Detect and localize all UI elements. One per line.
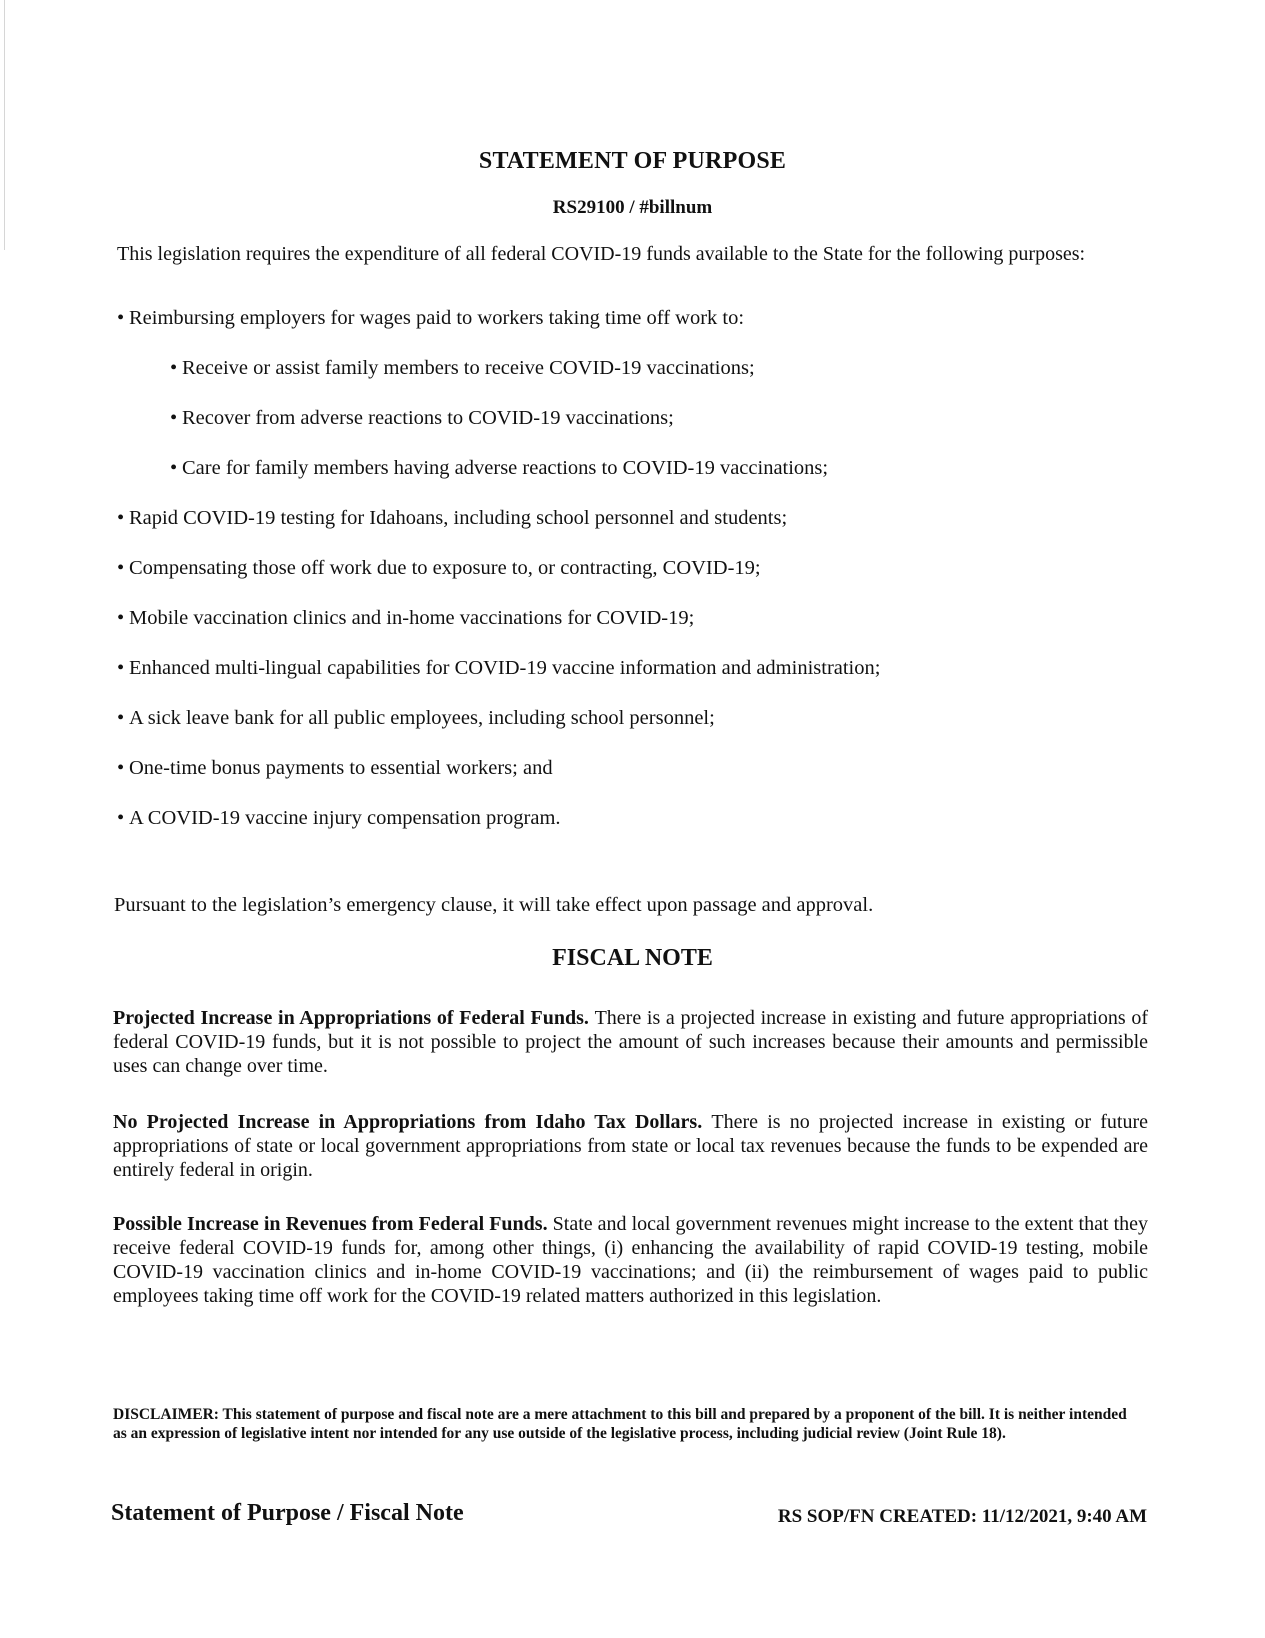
purpose-subitem: • Recover from adverse reactions to COVID-19 vaccinations;	[170, 407, 674, 429]
purpose-subitem: • Receive or assist family members to receive COVID-19 vaccinations;	[170, 357, 755, 379]
purpose-item: • One-time bonus payments to essential workers; and	[117, 757, 553, 779]
fiscal-paragraph-federal-funds: Projected Increase in Appropriations of Federal Funds. There is a projected increase in existing and future appropriations of federal COVID-19 funds, but it is not possible to project the amount of such increases because their amounts and permissible uses can change over time.	[113, 1007, 1149, 1077]
bullet-icon: •	[117, 707, 125, 729]
bullet-icon: •	[117, 657, 125, 679]
purpose-item: • Rapid COVID-19 testing for Idahoans, including school personnel and students;	[117, 507, 788, 529]
bullet-icon: •	[170, 357, 178, 379]
footer-created-stamp: RS SOP/FN CREATED: 11/12/2021, 9:40 AM	[777, 1506, 1147, 1527]
purpose-item: • A sick leave bank for all public employees, including school personnel;	[117, 707, 715, 729]
bullet-icon: •	[117, 307, 125, 329]
fiscal-note-title: FISCAL NOTE	[552, 945, 713, 971]
intro-paragraph: This legislation requires the expenditure of all federal COVID-19 funds available to the State for the following purposes:	[117, 243, 1086, 265]
bullet-icon: •	[117, 607, 125, 629]
bullet-icon: •	[170, 457, 178, 479]
fiscal-paragraph-heading: No Projected Increase in Appropriations from Idaho Tax Dollars	[113, 1111, 698, 1133]
purpose-item: • Mobile vaccination clinics and in-home vaccinations for COVID-19;	[117, 607, 695, 629]
purpose-subitem: • Care for family members having adverse reactions to COVID-19 vaccinations;	[170, 457, 829, 479]
fiscal-paragraph-body: State and local government revenues might increase to the extent that they receive federal COVID-19 funds for, among other things, (i) enhancing the availability of rapid COVID-19 testing, mobile COVID-19 vaccination clinics and in-home COVID-19 vaccinations; and (ii) the reimbursement of wages paid to public employees taking time off work for the COVID-19 related matters authorized in this legislation.	[113, 1213, 1149, 1307]
purpose-item: • Compensating those off work due to exposure to, or contracting, COVID-19;	[117, 557, 761, 579]
purpose-item: • Reimbursing employers for wages paid to workers taking time off work to:	[117, 307, 745, 329]
bullet-icon: •	[117, 507, 125, 529]
bullet-icon: •	[170, 407, 178, 429]
rs-number: RS29100 / #billnum	[552, 197, 713, 218]
emergency-clause: Pursuant to the legislation’s emergency clause, it will take effect upon passage and approval.	[114, 894, 874, 916]
bullet-icon: •	[117, 807, 125, 829]
footer-title: Statement of Purpose / Fiscal Note	[111, 1500, 464, 1526]
purpose-item: • A COVID-19 vaccine injury compensation program.	[117, 807, 561, 829]
purpose-item: • Enhanced multi-lingual capabilities for COVID-19 vaccine information and administration;	[117, 657, 881, 679]
fiscal-paragraph-idaho-tax: No Projected Increase in Appropriations from Idaho Tax Dollars. There is no projected increase in existing or future appropriations of state or local government appropriations from state or local tax revenues because the funds to be expended are entirely federal in origin.	[113, 1111, 1149, 1181]
fiscal-paragraph-revenues: Possible Increase in Revenues from Federal Funds. State and local government revenues might increase to the extent that they receive federal COVID-19 funds for, among other things, (i) enhancing the availability of rapid COVID-19 testing, mobile COVID-19 vaccination clinics and in-home COVID-19 vaccinations; and (ii) the reimbursement of wages paid to public employees taking time off work for the COVID-19 related matters authorized in this legislation.	[113, 1213, 1149, 1307]
bullet-icon: •	[117, 557, 125, 579]
disclaimer: DISCLAIMER: This statement of purpose and fiscal note are a mere attachment to this bill and prepared by a proponent of the bill. It is neither intended as an expression of legislative intent nor intended for any use outside of the legislative process, including judicial review (Joint Rule 18).	[113, 1406, 1127, 1442]
fiscal-paragraph-body: There is a projected increase in existing and future appropriations of federal COVID-19 funds, but it is not possible to project the amount of such increases because their amounts and permissible uses can change over time.	[113, 1007, 1149, 1077]
fiscal-paragraph-body: There is no projected increase in existing or future appropriations of state or local government appropriations from state or local tax revenues because the funds to be expended are entirely federal in origin.	[113, 1111, 1149, 1181]
fiscal-paragraph-heading: Possible Increase in Revenues from Federal Funds	[113, 1213, 543, 1235]
page-title: STATEMENT OF PURPOSE	[478, 148, 787, 174]
bullet-icon: •	[117, 757, 125, 779]
fiscal-paragraph-heading: Projected Increase in Appropriations of Federal Funds	[113, 1007, 584, 1029]
